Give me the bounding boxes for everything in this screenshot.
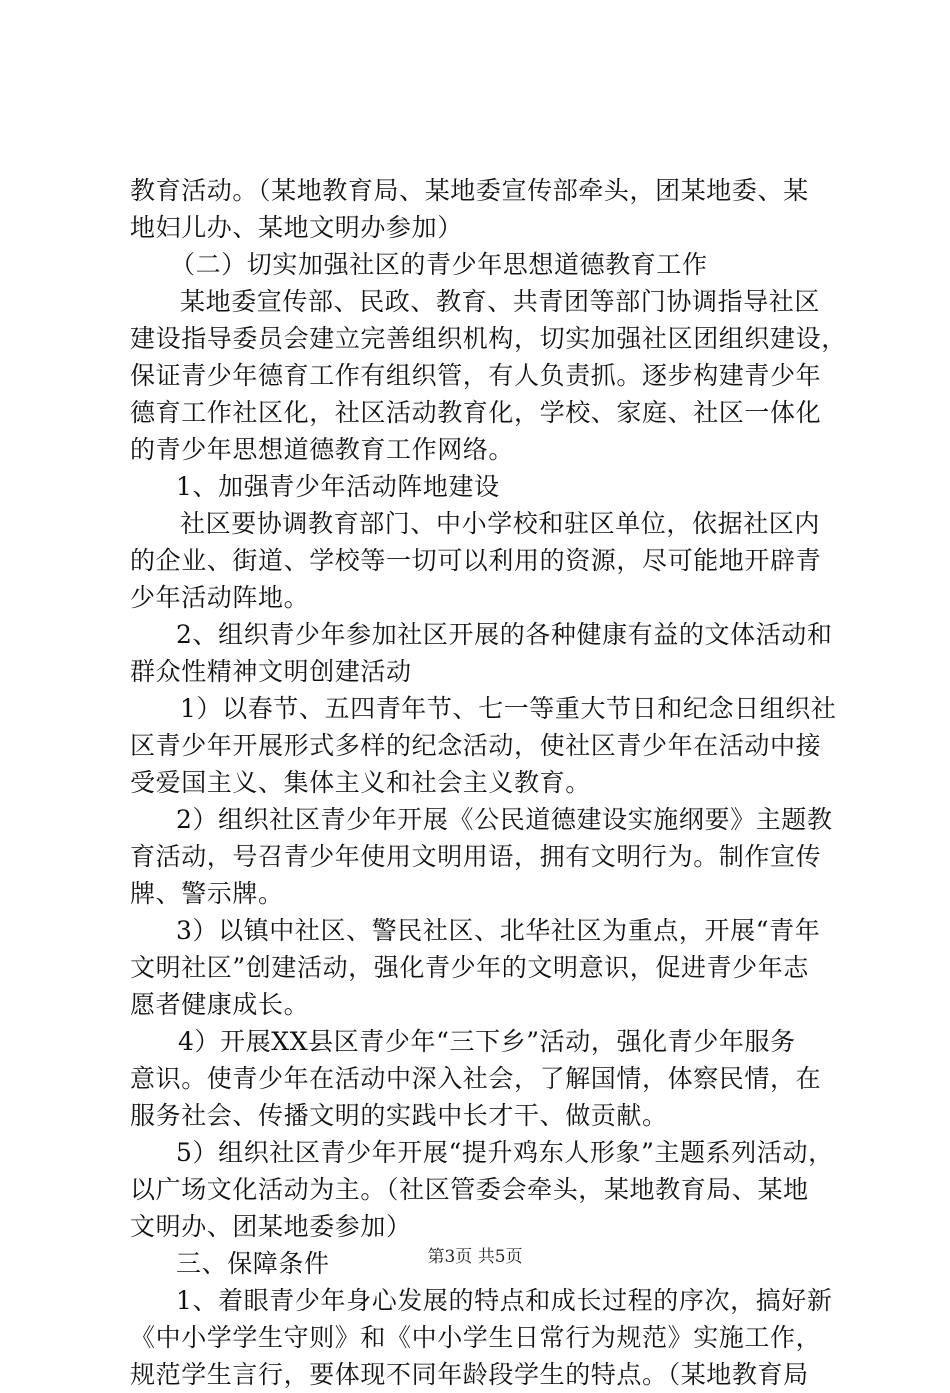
text-line: 1、加强青少年活动阵地建设 [176,472,500,501]
text-line: 愿者健康成长。 [130,990,310,1019]
text-line: 受爱国主义、集体主义和社会主义教育。 [130,768,591,797]
text-line: 少年活动阵地。 [130,583,310,612]
document-body [130,172,847,1393]
text-line: 区青少年开展形式多样的纪念活动，使社区青少年在活动中接 [130,731,822,760]
text-line: 某地委宣传部、民政、教育、共青团等部门协调指导社区 [180,287,821,316]
text-line: 地妇儿办、某地文明办参加） [130,213,463,242]
text-line: 牌、警示牌。 [130,879,284,908]
text-line: 5）组织社区青少年开展“提升鸡东人形象”主题系列活动， [176,1138,834,1167]
text-line: 建设指导委员会建立完善组织机构，切实加强社区团组织建设， [130,324,847,353]
text-line: 保证青少年德育工作有组织管，有人负责抓。逐步构建青少年 [130,361,822,390]
text-line: 2、组织青少年参加社区开展的各种健康有益的文体活动和 [176,620,833,649]
text-line: 文明办、团某地委参加） [130,1212,412,1241]
text-line: 社区要协调教育部门、中小学校和驻区单位，依据社区内 [180,509,821,538]
text-line: 服务社会、传播文明的实践中长才干、做贡献。 [130,1101,668,1130]
text-line: 1）以春节、五四青年节、七一等重大节日和纪念日组织社 [180,694,837,723]
text-line: 教育活动。（某地教育局、某地委宣传部牵头，团某地委、某 [130,176,809,205]
page-number-footer: 第3页 共5页 [427,1247,523,1267]
text-line: 德育工作社区化，社区活动教育化，学校、家庭、社区一体化 [130,398,822,427]
text-line: 规范学生言行，要体现不同年龄段学生的特点。（某地教育局 [130,1360,809,1389]
text-line: 以广场文化活动为主。（社区管委会牵头，某地教育局、某地 [130,1175,809,1204]
text-line: （二）切实加强社区的青少年思想道德教育工作 [170,250,708,279]
text-line: 意识。使青少年在活动中深入社会，了解国情，体察民情，在 [130,1064,822,1093]
text-line: 《中小学学生守则》和《中小学生日常行为规范》实施工作， [130,1323,822,1352]
text-line: 文明社区”创建活动，强化青少年的文明意识，促进青少年志 [130,953,809,982]
text-line: 群众性精神文明创建活动 [130,657,412,686]
text-line: 的青少年思想道德教育工作网络。 [130,435,515,464]
text-line: 4）开展XX县区青少年“三下乡”活动，强化青少年服务 [178,1027,796,1056]
text-line: 育活动，号召青少年使用文明用语，拥有文明行为。制作宣传 [130,842,822,871]
text-line: 3）以镇中社区、警民社区、北华社区为重点，开展“青年 [176,916,821,945]
text-line: 的企业、街道、学校等一切可以利用的资源，尽可能地开辟青 [130,546,822,575]
text-line: 1、着眼青少年身心发展的特点和成长过程的序次，搞好新 [176,1286,833,1315]
text-line: 2）组织社区青少年开展《公民道德建设实施纲要》主题教 [176,805,833,834]
text-line: 三、保障条件 [176,1249,330,1278]
